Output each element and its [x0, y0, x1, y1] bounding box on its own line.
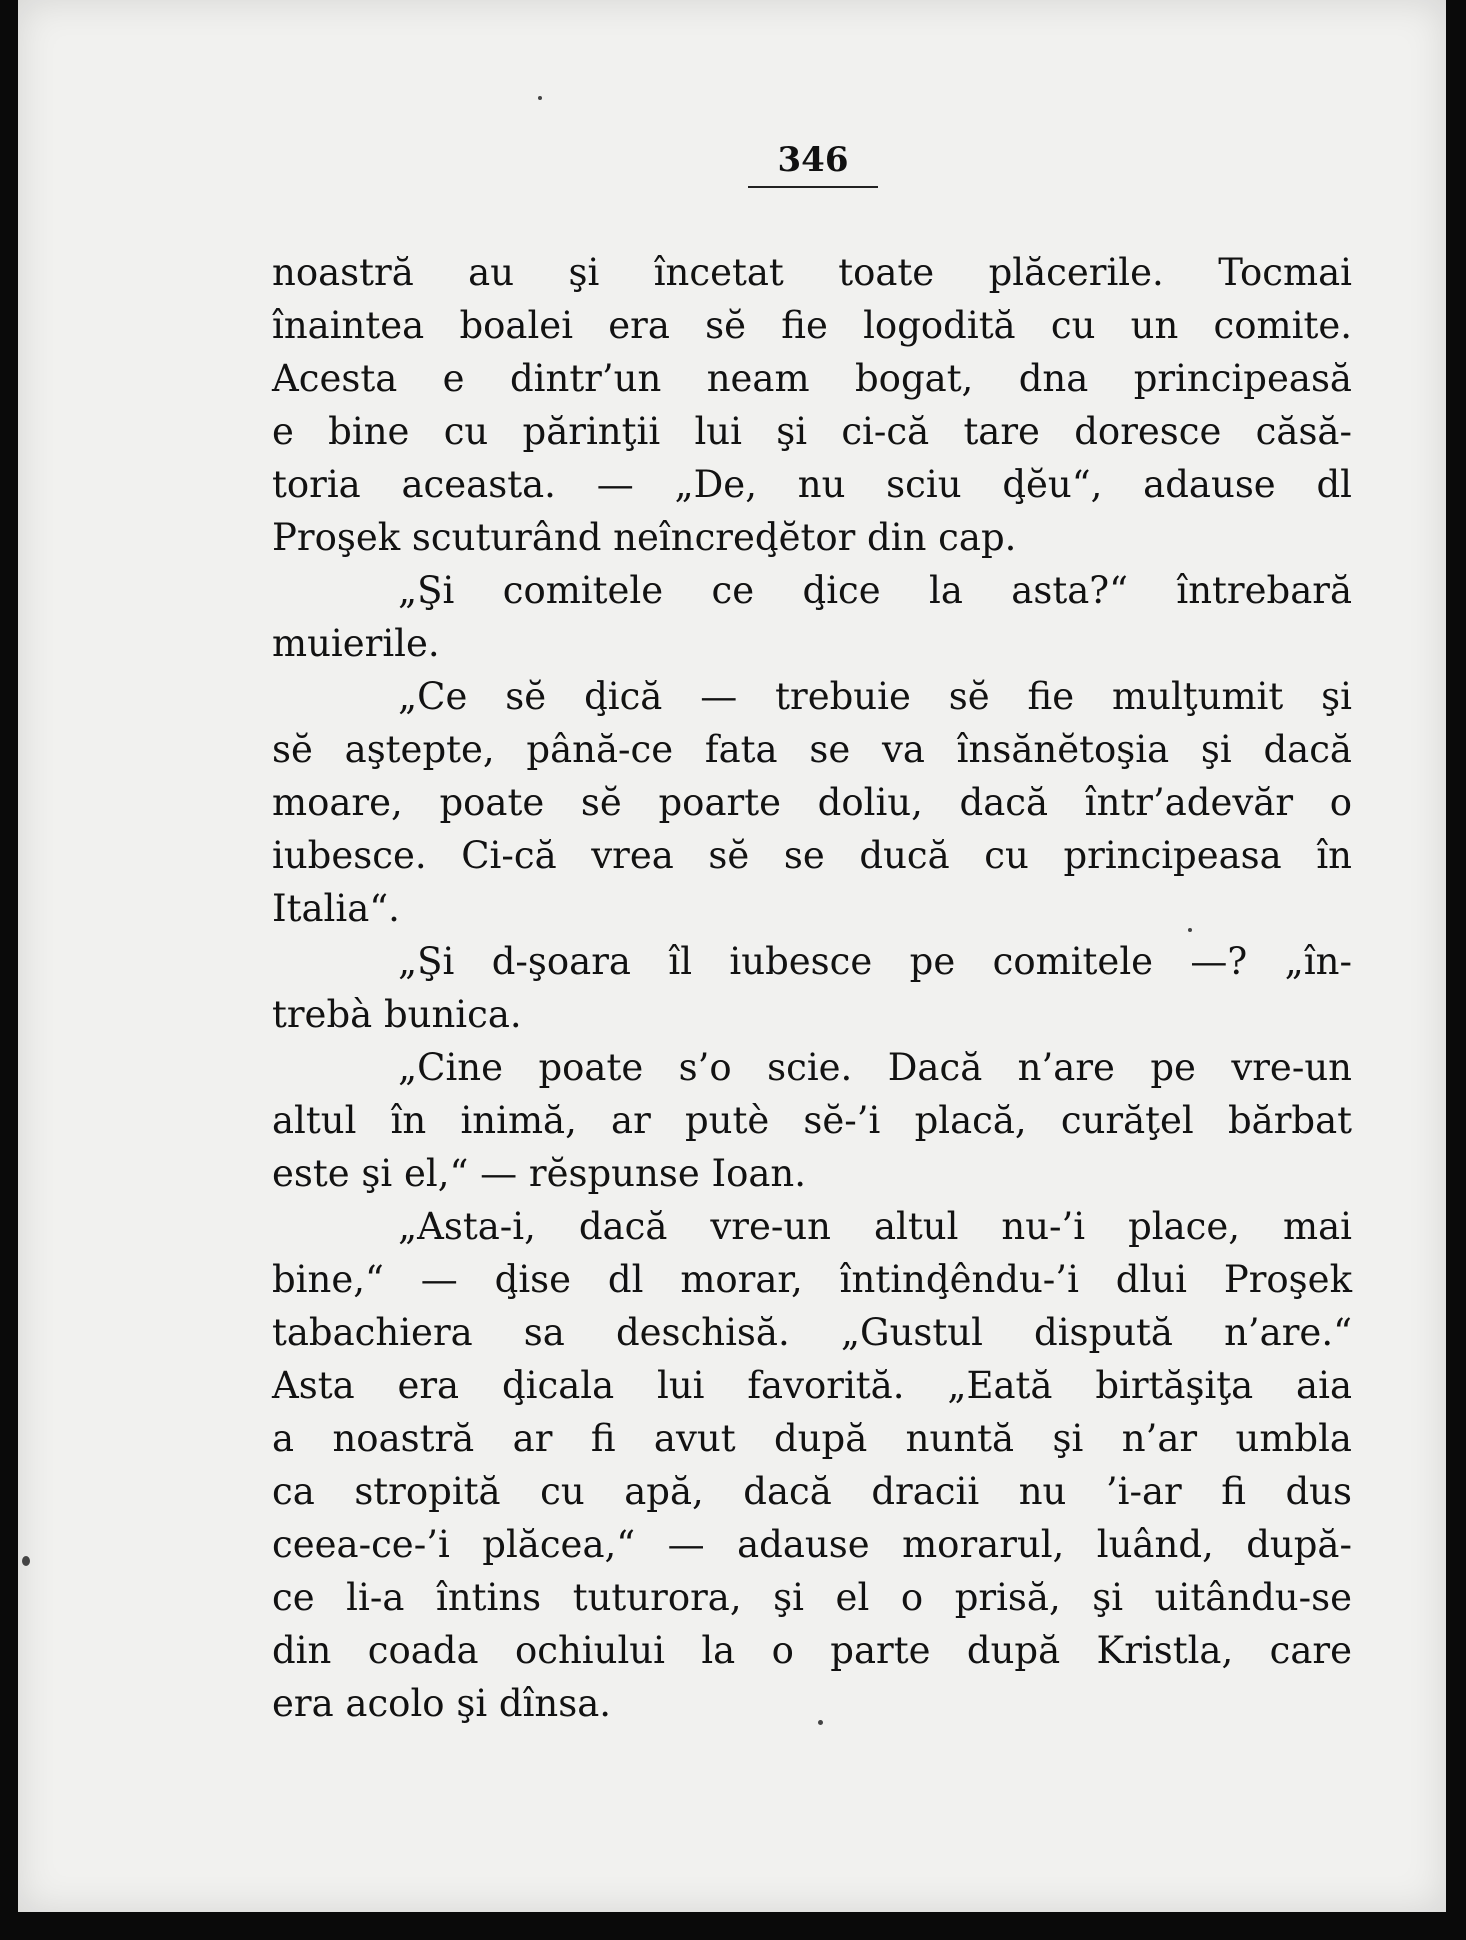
text-line: „Şi d-şoara îl iubesce pe comitele —? „în- [398, 940, 1352, 983]
text-line: „Asta-i, dacă vre-un altul nu-’i place, mai [398, 1205, 1352, 1248]
text-line: sĕ aştepte, până-ce fata se va însănĕtoşia şi dacă [272, 728, 1352, 771]
text-line: „Cine poate s’o scie. Dacă n’are pe vre-un [398, 1046, 1352, 1089]
text-line: noastră au şi încetat toate plăcerile. Tocmai [272, 251, 1352, 294]
text-line: altul în inimă, ar putè sĕ-’i placă, curăţel bărbat [272, 1099, 1352, 1142]
text-line: iubesce. Ci-că vrea sĕ se ducă cu principeasa în [272, 834, 1352, 877]
text-line: e bine cu părinţii lui şi ci-că tare doresce căsă- [272, 410, 1352, 453]
text-line: din coada ochiului la o parte după Kristla, care [272, 1629, 1352, 1672]
text-line: Proşek scuturând neîncreḑĕtor din cap. [272, 516, 1017, 559]
text-line: Asta era ḑicala lui favorită. „Eată birtăşiţa aia [272, 1364, 1352, 1407]
scan-speck [538, 96, 542, 100]
text-line: a noastră ar fi avut după nuntă şi n’ar umbla [272, 1417, 1352, 1460]
text-line: Acesta e dintr’un neam bogat, dna principeasă [272, 357, 1352, 400]
page-text [272, 246, 1352, 1730]
scan-speck [22, 1556, 30, 1566]
text-line: este şi el,“ — rĕspunse Ioan. [272, 1152, 807, 1195]
text-line: trebà bunica. [272, 993, 522, 1036]
text-line: ce li-a întins tuturora, şi el o prisă, şi uitându-se [272, 1576, 1352, 1619]
text-line: „Şi comitele ce ḑice la asta?“ întrebară [398, 569, 1352, 612]
text-line: ca stropită cu apă, dacă dracii nu ’i-ar fi dus [272, 1470, 1352, 1513]
text-line: tabachiera sa deschisă. „Gustul dispută n’are.“ [272, 1311, 1352, 1354]
text-line: „Ce sĕ ḑică — trebuie sĕ fie mulţumit şi [398, 675, 1352, 718]
scan-speck [818, 1720, 823, 1725]
text-line: înaintea boalei era sĕ fie logodită cu un comite. [272, 304, 1352, 347]
text-line: ceea-ce-’i plăcea,“ — adause morarul, luând, după- [272, 1523, 1352, 1566]
text-line: toria aceasta. — „De, nu sciu ḑĕu“, adause dl [272, 463, 1352, 506]
text-line: bine,“ — ḑise dl morar, întinḑêndu-’i dlui Proşek [272, 1258, 1352, 1301]
scan-speck [1188, 928, 1192, 932]
page-number: 346 [748, 140, 878, 188]
text-line: Italia“. [272, 887, 400, 930]
text-line: muierile. [272, 622, 440, 665]
book-page [18, 0, 1446, 1912]
text-line: era acolo şi dînsa. [272, 1682, 612, 1725]
text-line: moare, poate sĕ poarte doliu, dacă într’adevăr o [272, 781, 1352, 824]
